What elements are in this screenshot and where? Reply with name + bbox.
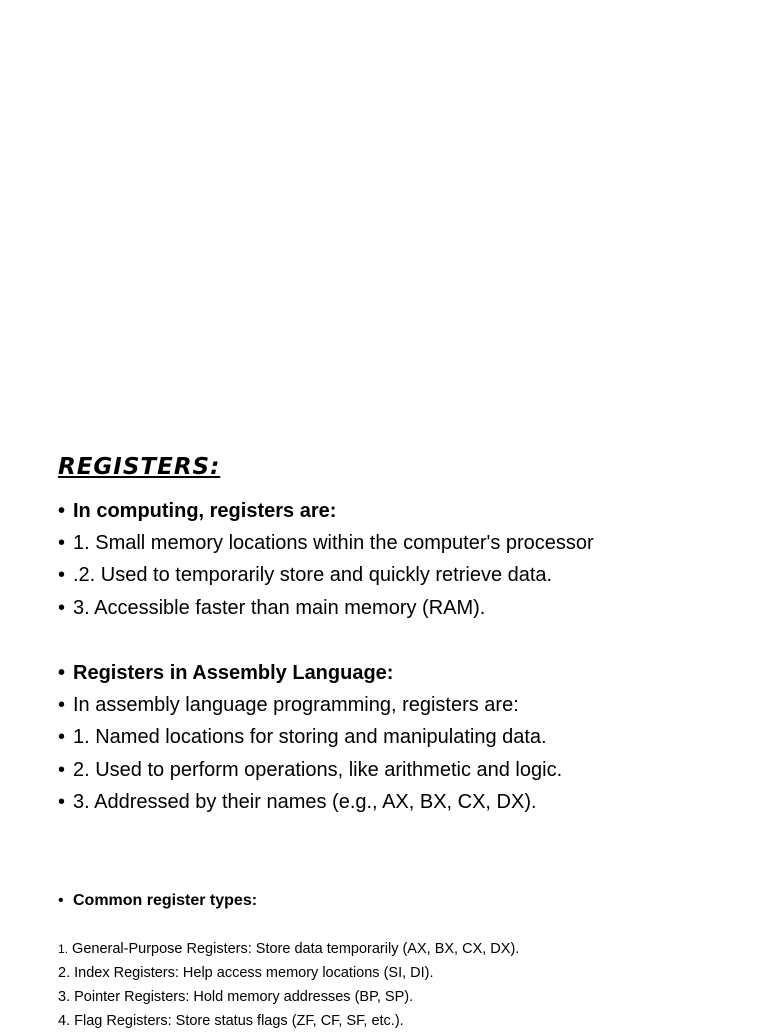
page-title: REGISTERS: (58, 454, 221, 480)
list-item-text: 2. Used to perform operations, like arithmetic and logic. (73, 758, 563, 781)
list-item (58, 559, 594, 591)
assembly-list (58, 657, 562, 818)
list-item-text: General-Purpose Registers: Store data temporarily (AX, BX, CX, DX). (68, 941, 520, 957)
list-item-text: In assembly language programming, registers are: (73, 694, 519, 717)
list-item-text: 3. Accessible faster than main memory (RAM). (73, 596, 486, 619)
list-item (58, 721, 562, 753)
list-item (58, 657, 562, 689)
list-item-text: 3. Addressed by their names (e.g., AX, BX, CX, DX). (73, 790, 537, 813)
bullet-icon: • (58, 892, 64, 909)
list-item (58, 495, 594, 527)
list-item: 2. Index Registers: Help access memory locations (SI, DI). (58, 965, 434, 981)
computing-list (58, 495, 594, 624)
bullet-icon: • (58, 532, 66, 555)
list-item (58, 527, 594, 559)
list-item (58, 592, 594, 624)
section-heading: In computing, registers are: (73, 500, 337, 522)
bullet-icon: • (58, 694, 66, 717)
bullet-icon: • (58, 662, 66, 684)
bullet-icon: • (58, 758, 66, 781)
bullet-icon: • (58, 564, 66, 587)
bullet-icon: • (58, 500, 66, 522)
register-types-heading (58, 892, 257, 910)
list-item-text: .2. Used to temporarily store and quickly retrieve data. (73, 564, 553, 587)
list-item (58, 938, 519, 962)
list-item (58, 754, 562, 786)
register-types-list (58, 938, 519, 1034)
list-number: 1. (58, 942, 69, 956)
section-heading: Common register types: (73, 892, 258, 909)
list-item (58, 689, 562, 721)
section-heading: Registers in Assembly Language: (73, 662, 394, 684)
list-item-text: 1. Small memory locations within the computer's processor (73, 532, 594, 555)
list-item: 4. Flag Registers: Store status flags (ZF, CF, SF, etc.). (58, 1013, 404, 1029)
list-item-text: 1. Named locations for storing and manipulating data. (73, 726, 547, 749)
bullet-icon: • (58, 726, 66, 749)
list-item: 3. Pointer Registers: Hold memory addresses (BP, SP). (58, 989, 414, 1005)
bullet-icon: • (58, 790, 66, 813)
list-item (58, 786, 562, 818)
bullet-icon: • (58, 596, 66, 619)
